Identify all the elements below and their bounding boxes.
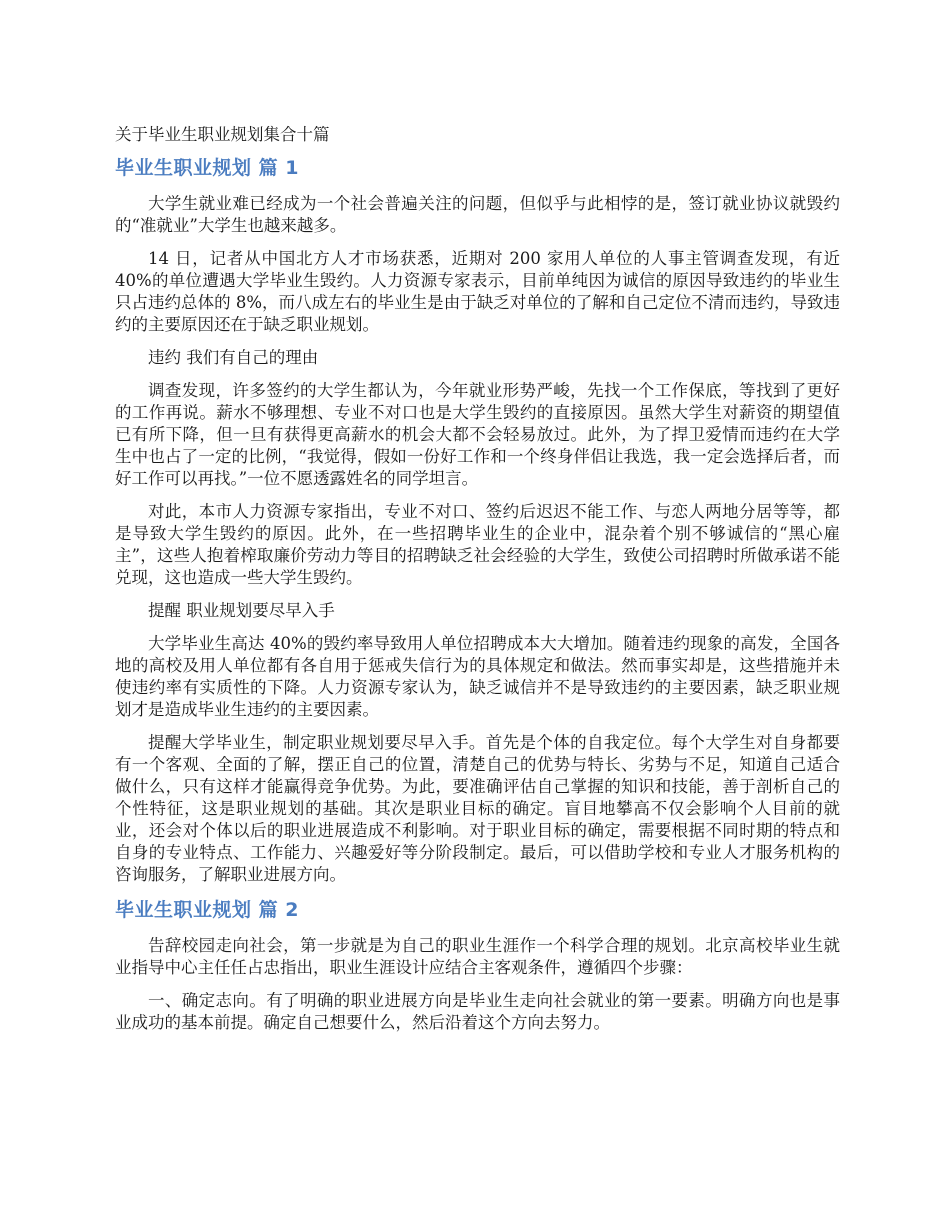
- paragraph: 一、确定志向。有了明确的职业进展方向是毕业生走向社会就业的第一要素。明确方向也是事业成功的基本前提。确定自己想要什么，然后沿着这个方向去努力。: [115, 991, 840, 1032]
- section-1: [115, 155, 840, 886]
- section-2: [115, 897, 840, 1034]
- document-title: 关于毕业生职业规划集合十篇: [115, 125, 330, 144]
- document-page: [115, 124, 840, 1045]
- paragraph: 大学生就业难已经成为一个社会普遍关注的问题，但似乎与此相悖的是，签订就业协议就毁约的“准就业”大学生也越来越多。: [115, 194, 840, 235]
- paragraph: 提醒大学毕业生，制定职业规划要尽早入手。首先是个体的自我定位。每个大学生对自身都要有一个客观、全面的了解，摆正自己的位置，清楚自己的优势与特长、劣势与不足，知道自己适合做什么，只有这样才能赢得竞争优势。为此，要准确评估自己掌握的知识和技能，善于剖析自己的个性特征，这是职业规划的基础。其次是职业目标的确定。盲目地攀高不仅会影响个人目前的就业，还会对个体以后的职业进展造成不利影响。对于职业目标的确定，需要根据不同时期的特点和自身的专业特点、工作能力、兴趣爱好等分阶段制定。最后，可以借助学校和专业人才服务机构的咨询服务，了解职业进展方向。: [115, 733, 840, 884]
- section-heading: 毕业生职业规划 篇 1: [115, 157, 299, 179]
- paragraph: 大学毕业生高达 40%的毁约率导致用人单位招聘成本大大增加。随着违约现象的高发，全国各地的高校及用人单位都有各自用于惩戒失信行为的具体规定和做法。然而事实却是，这些措施并未使违约率有实质性的下降。人力资源专家认为，缺乏诚信并不是导致违约的主要因素，缺乏职业规划才是造成毕业生违约的主要因素。: [115, 634, 840, 719]
- section-heading: 毕业生职业规划 篇 2: [115, 899, 299, 921]
- paragraph: 告辞校园走向社会，第一步就是为自己的职业生涯作一个科学合理的规划。北京高校毕业生就业指导中心主任任占忠指出，职业生涯设计应结合主客观条件，遵循四个步骤：: [115, 936, 840, 977]
- paragraph: 对此，本市人力资源专家指出，专业不对口、签约后迟迟不能工作、与恋人两地分居等等，都是导致大学生毁约的原因。此外，在一些招聘毕业生的企业中，混杂着个别不够诚信的“黑心雇主”，这些人抱着榨取廉价劳动力等目的招聘缺乏社会经验的大学生，致使公司招聘时所做承诺不能兑现，这也造成一些大学生毁约。: [115, 502, 840, 587]
- paragraph: 14 日，记者从中国北方人才市场获悉，近期对 200 家用人单位的人事主管调查发现，有近 40%的单位遭遇大学毕业生毁约。人力资源专家表示，目前单纯因为诚信的原因导致违约的毕业生只占违约总体的 8%，而八成左右的毕业生是由于缺乏对单位的了解和自己定位不清而违约，导致违约的主要原因还在于缺乏职业规划。: [115, 249, 840, 334]
- paragraph: 调查发现，许多签约的大学生都认为，今年就业形势严峻，先找一个工作保底，等找到了更好的工作再说。薪水不够理想、专业不对口也是大学生毁约的直接原因。虽然大学生对薪资的期望值已有所下降，但一旦有获得更高薪水的机会大都不会轻易放过。此外，为了捍卫爱情而违约在大学生中也占了一定的比例，“我觉得，假如一份好工作和一个终身伴侣让我选，我一定会选择后者，而好工作可以再找。”一位不愿透露姓名的同学坦言。: [115, 381, 840, 488]
- subheading: 违约 我们有自己的理由: [148, 348, 319, 367]
- subheading: 提醒 职业规划要尽早入手: [148, 601, 335, 620]
